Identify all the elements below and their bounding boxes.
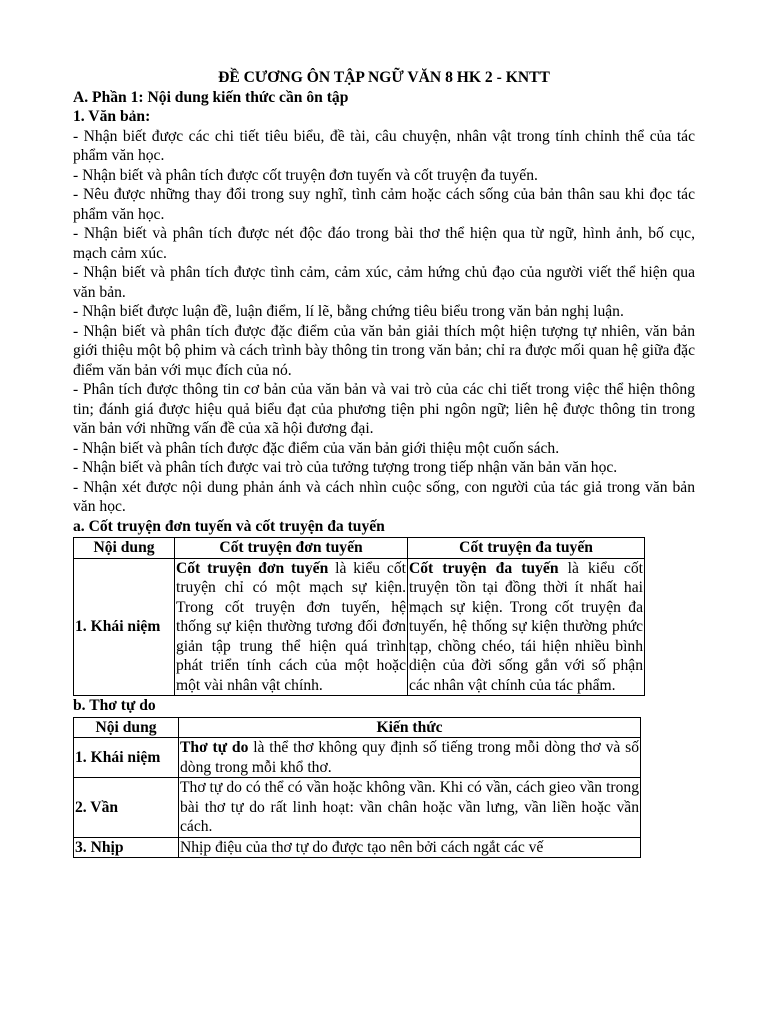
- cell-text: là kiểu cốt truyện tồn tại đồng thời ít nhất hai mạch sự kiện. Trong cốt truyện đa tuyến, hệ thống sự kiện thường phức tạp, chồng chéo, tái hiện nhiều bình diện của đời sống gắn với số phận các nhân vật chính của tác phẩm.: [409, 559, 643, 694]
- section-1-heading: 1. Văn bản:: [73, 108, 151, 125]
- bullet-item: - Nhận xét được nội dung phản ánh và cách nhìn cuộc sống, con người của tác giả trong văn bản văn học.: [73, 478, 695, 515]
- bullet-item: - Nhận biết được luận đề, luận điểm, lí lẽ, bằng chứng tiêu biểu trong văn bản nghị luận.: [73, 303, 624, 320]
- table-row: [74, 778, 641, 838]
- bullet-item: - Nhận biết và phân tích được tình cảm, cảm xúc, cảm hứng chủ đạo của người viết thể hiện qua văn bản.: [73, 264, 695, 301]
- table-header-cell: Cốt truyện đơn tuyến: [175, 538, 408, 559]
- bullet-item: - Nhận biết và phân tích được đặc điểm của văn bản giới thiệu một cuốn sách.: [73, 439, 560, 457]
- bullet-item: - Nhận biết và phân tích được cốt truyện đơn tuyến và cốt truyện đa tuyến.: [73, 166, 538, 184]
- bullet-item: - Phân tích được thông tin cơ bản của văn bản và vai trò của các chi tiết trong việc thể hiện thông tin; đánh giá được hiệu quả biểu đạt của phương tiện phi ngôn ngữ; liên hệ được thông tin trong văn bản với những vấn đề của xã hội đương đại.: [73, 381, 695, 437]
- cell-text: là thể thơ không quy định số tiếng trong mỗi dòng thơ và số dòng trong mỗi khổ thơ.: [180, 739, 639, 776]
- table-cell: [408, 558, 645, 696]
- table-header-cell: Nội dung: [74, 538, 175, 559]
- bullet-item: - Nhận biết và phân tích được đặc điểm của văn bản giải thích một hiện tượng tự nhiên, văn bản giới thiệu một bộ phim và cách trình bày thông tin trong văn bản; chỉ ra được mối quan hệ giữa đặc điểm văn bản với mục đích của nó.: [73, 322, 695, 379]
- subsection-b-heading: b. Thơ tự do: [73, 697, 156, 714]
- table-row: [74, 738, 641, 778]
- free-verse-table: [73, 717, 641, 859]
- part-a-heading: A. Phần 1: Nội dung kiến thức cần ôn tập: [73, 88, 349, 106]
- row-label: 3. Nhịp: [74, 837, 179, 858]
- bullet-item: - Nhận biết và phân tích được vai trò của tưởng tượng trong tiếp nhận văn bản văn học.: [73, 459, 618, 476]
- row-label: 1. Khái niệm: [74, 558, 175, 696]
- bullet-item: - Nhận biết được các chi tiết tiêu biểu, đề tài, câu chuyện, nhân vật trong tính chỉnh thể của tác phẩm văn học.: [73, 127, 695, 164]
- term-bold: Thơ tự do: [180, 739, 249, 756]
- term-bold: Cốt truyện đa tuyến: [409, 559, 559, 577]
- subsection-a-heading: a. Cốt truyện đơn tuyến và cốt truyện đa tuyến: [73, 517, 385, 535]
- table-cell: Thơ tự do có thể có vần hoặc không vần. Khi có vần, cách gieo vần trong bài thơ tự do rất linh hoạt: vần chân hoặc vần lưng, vần liền hoặc vần cách.: [180, 779, 639, 835]
- table-header-cell: Cốt truyện đa tuyến: [408, 538, 645, 559]
- row-label: 1. Khái niệm: [74, 738, 179, 778]
- table-cell: [175, 558, 408, 696]
- table-cell: [179, 738, 641, 778]
- row-label: 2. Vần: [74, 778, 179, 838]
- table-row: [74, 558, 645, 696]
- cell-text: là kiểu cốt truyện chỉ có một mạch sự kiện. Trong cốt truyện đơn tuyến, hệ thống sự kiện thường tương đối đơn giản tập trung thể hiện quá trình phát triển tính cách của một hoặc một vài nhân vật chính.: [176, 559, 406, 694]
- plot-comparison-table: [73, 537, 645, 696]
- table-header-row: [74, 717, 641, 738]
- bullet-item: - Nhận biết và phân tích được nét độc đáo trong bài thơ thể hiện qua từ ngữ, hình ảnh, bố cục, mạch cảm xúc.: [73, 225, 695, 262]
- table-header-cell: Nội dung: [74, 717, 179, 738]
- table-header-cell: Kiến thức: [179, 717, 641, 738]
- table-cell: Nhịp điệu của thơ tự do được tạo nên bởi cách ngắt các vế: [179, 837, 641, 858]
- table-row: [74, 837, 641, 858]
- table-header-row: [74, 538, 645, 559]
- document-page: [73, 68, 695, 858]
- term-bold: Cốt truyện đơn tuyến: [176, 559, 329, 577]
- bullet-item: - Nêu được những thay đổi trong suy nghĩ, tình cảm hoặc cách sống của bản thân sau khi đọc tác phẩm văn học.: [73, 186, 695, 223]
- document-title: ĐỀ CƯƠNG ÔN TẬP NGỮ VĂN 8 HK 2 - KNTT: [218, 69, 550, 86]
